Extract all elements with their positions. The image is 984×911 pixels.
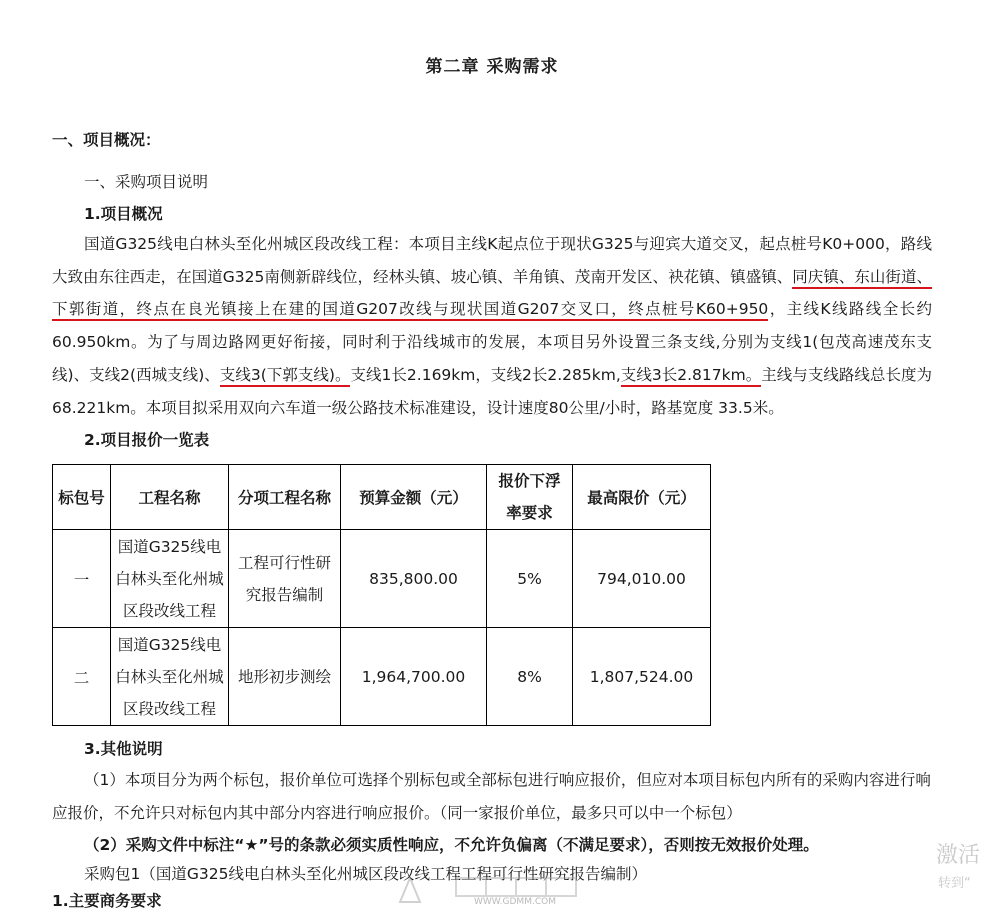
heading-project-overview: 1.项目概况	[84, 205, 163, 223]
cell-pkg: 二	[53, 628, 111, 726]
underlined-branch-3: 支线3(下郭支线)。	[220, 366, 351, 387]
cell-item: 工程可行性研究报告编制	[229, 530, 341, 628]
cell-rate: 8%	[487, 628, 573, 726]
quote-table	[52, 464, 711, 726]
header-budget: 预算金额（元）	[341, 465, 487, 530]
cell-cap: 794,010.00	[573, 530, 711, 628]
cell-rate: 5%	[487, 530, 573, 628]
watermark-url: WWW.GDMM.COM	[474, 897, 556, 907]
section-heading-project-overview: 一、项目概况：	[52, 131, 161, 149]
heading-quote-table: 2.项目报价一览表	[84, 431, 210, 449]
header-item: 分项工程名称	[229, 465, 341, 530]
table-row	[53, 628, 711, 726]
cell-project: 国道G325线电白林头至化州城区段改线工程	[111, 530, 229, 628]
chapter-title: 第二章 采购需求	[425, 57, 559, 77]
subsection-heading-procurement-description: 一、采购项目说明	[84, 173, 209, 191]
table-header-row	[53, 465, 711, 530]
table-row	[53, 530, 711, 628]
overview-text-2: ，主线K线路线全长约60.950km。为了与周边路网更好衔接，同时利于沿线城市的发展，本项目另外设置三条支线,分别为支线1(包茂高速茂东支线)、支线2(西城支线)、	[52, 300, 933, 384]
underlined-branch-3-length: 支线3长2.817km。	[621, 366, 761, 387]
cell-project: 国道G325线电白林头至化州城区段改线工程	[111, 628, 229, 726]
header-pkg: 标包号	[53, 465, 111, 530]
overview-text-1: 国道G325线电白林头至化州城区段改线工程：本项目主线K起点位于现状G325与迎宾大道交叉，起点桩号K0+000，路线大致由东往西走，在国道G325南侧新辟线位，经林头镇、坡心镇、羊角镇、茂南开发区、袂花镇、镇盛镇、	[52, 235, 932, 286]
overview-text-3: 支线1长2.169km，支线2长2.285km,	[350, 365, 621, 384]
heading-business-requirements: 1.主要商务要求	[52, 892, 162, 910]
note-paragraph-2: （2）采购文件中标注“★”号的条款必须实质性响应，不允许负偏离（不满足要求），否则按无效报价处理。	[84, 836, 819, 854]
heading-other-notes: 3.其他说明	[84, 740, 163, 758]
header-rate: 报价下浮率要求	[487, 465, 573, 530]
header-cap: 最高限价（元）	[573, 465, 711, 530]
cell-budget: 835,800.00	[341, 530, 487, 628]
note-paragraph-1: （1）本项目分为两个标包，报价单位可选择个别标包或全部标包进行响应报价，但应对本项目标包内所有的采购内容进行响应报价，不允许只对标包内其中部分内容进行响应报价。（同一家报价单位，最多只可以中一个标包）	[52, 771, 931, 822]
cell-item: 地形初步测绘	[229, 628, 341, 726]
cell-pkg: 一	[53, 530, 111, 628]
underlined-route-endpoint: 同庆镇、东山街道、下郭街道，终点在良光镇接上在建的国道G207改线与现状国道G207交叉口，终点桩号K60+950	[52, 268, 932, 322]
activation-watermark-sub: 转到“	[938, 876, 971, 891]
cell-budget: 1,964,700.00	[341, 628, 487, 726]
overview-paragraph	[52, 228, 932, 424]
activation-watermark: 激活	[936, 843, 981, 868]
header-project: 工程名称	[111, 465, 229, 530]
overview-text-4: 主线与支线路线总长度为68.221km。本项目拟采用双向六车道一级公路技术标准建设，设计速度80公里/小时，路基宽度 33.5米。	[52, 365, 932, 417]
cell-cap: 1,807,524.00	[573, 628, 711, 726]
package-1-title: 采购包1（国道G325线电白林头至化州城区段改线工程工程可行性研究报告编制）	[84, 865, 647, 883]
